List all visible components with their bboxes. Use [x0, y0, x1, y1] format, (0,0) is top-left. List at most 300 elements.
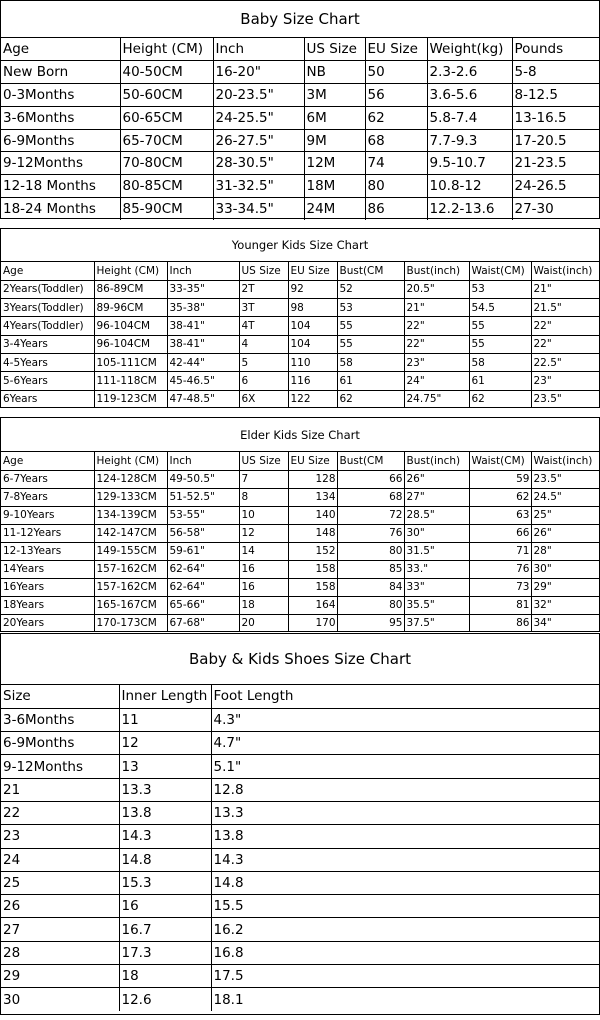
table-cell: 85-90CM [120, 198, 213, 221]
table-row [1, 175, 599, 198]
table-cell: 51-52.5" [167, 488, 239, 506]
table-cell: 26" [531, 524, 599, 542]
table-cell: 128 [288, 470, 337, 488]
table-cell: 34" [533, 617, 552, 630]
table-cell: 13.3 [119, 778, 211, 801]
table-cell: 74 [365, 152, 427, 175]
shoes-chart-title: Baby & Kids Shoes Size Chart [1, 634, 599, 685]
table-cell: 24-25.5" [213, 106, 304, 129]
table-cell: 3Years(Toddler) [1, 299, 94, 317]
table-cell: 22" [404, 335, 469, 353]
table-row [1, 801, 599, 824]
baby-size-table [1, 38, 599, 220]
table-row [1, 542, 599, 560]
table-row [1, 470, 599, 488]
table-cell: 13 [119, 755, 211, 778]
table-cell: 26" [404, 470, 469, 488]
table-cell: 22 [1, 801, 119, 824]
table-row [1, 84, 599, 107]
table-cell: 9-10Years [1, 506, 94, 524]
table-cell: 80 [337, 596, 404, 614]
table-cell: 129-133CM [94, 488, 167, 506]
table-row [1, 596, 599, 614]
table-row [1, 708, 599, 731]
table-cell: 54.5 [469, 299, 531, 317]
table-cell: 6M [304, 106, 365, 129]
table-cell: 80 [365, 175, 427, 198]
table-cell: 13.8 [211, 825, 599, 848]
table-cell: 45-46.5" [167, 372, 239, 390]
table-cell: 24" [404, 372, 469, 390]
table-cell: 5.1" [211, 755, 599, 778]
column-header: Foot Length [211, 685, 599, 708]
table-cell: 7 [239, 470, 288, 488]
table-cell: 56 [365, 84, 427, 107]
table-cell: 20 [239, 614, 288, 632]
column-header: Bust(CM [337, 452, 404, 470]
table-cell: 18.1 [213, 991, 244, 1008]
table-cell: 31.5" [404, 542, 469, 560]
table-cell: 111-118CM [94, 372, 167, 390]
table-cell: 6 [239, 372, 288, 390]
table-cell: 3-6Months [1, 708, 119, 731]
column-header: US Size [239, 452, 288, 470]
column-header: Bust(inch) [404, 262, 469, 280]
table-cell: 3T [239, 299, 288, 317]
baby-chart-title: Baby Size Chart [1, 1, 599, 38]
table-row [1, 871, 599, 894]
table-row [1, 988, 599, 1011]
table-row [1, 198, 599, 221]
table-cell: 21" [404, 299, 469, 317]
table-row [1, 848, 599, 871]
column-header: Height (CM) [94, 262, 167, 280]
table-cell: 2T [239, 280, 288, 298]
table-cell: 25" [531, 506, 599, 524]
table-cell: 122 [288, 390, 337, 408]
table-cell: 165-167CM [94, 596, 167, 614]
table-cell: 27" [404, 488, 469, 506]
table-cell: 24.5" [531, 488, 599, 506]
table-cell: 9-12Months [1, 152, 120, 175]
table-cell: 14.8 [211, 871, 599, 894]
table-cell: 134-139CM [94, 506, 167, 524]
table-cell: 17-20.5 [512, 129, 599, 152]
table-row [1, 488, 599, 506]
table-cell: 13.3 [211, 801, 599, 824]
table-cell: 6-9Months [1, 732, 119, 755]
column-header: Inch [167, 262, 239, 280]
table-cell: 18-24 Months [1, 198, 120, 221]
table-cell: 10.8-12 [427, 175, 512, 198]
column-header: Age [1, 38, 120, 61]
table-cell: 96-104CM [94, 317, 167, 335]
table-cell: 96-104CM [94, 335, 167, 353]
header-row [1, 685, 599, 708]
table-cell: 21" [531, 280, 599, 298]
header-row [1, 452, 599, 470]
table-cell: 52 [337, 280, 404, 298]
table-row [1, 755, 599, 778]
table-cell: 61 [469, 372, 531, 390]
table-row [1, 524, 599, 542]
table-cell: 89-96CM [94, 299, 167, 317]
table-row [1, 353, 599, 371]
column-header: EU Size [288, 262, 337, 280]
table-cell: 4-5Years [1, 353, 94, 371]
table-row [1, 390, 599, 408]
table-cell: 70-80CM [120, 152, 213, 175]
column-header: Age [1, 262, 94, 280]
table-cell: 55 [337, 335, 404, 353]
column-header: Inch [213, 38, 304, 61]
table-cell: 9.5-10.7 [427, 152, 512, 175]
elder-kids-size-chart [0, 417, 600, 632]
table-cell: 3M [304, 84, 365, 107]
table-cell: 2Years(Toddler) [1, 280, 94, 298]
table-row [1, 965, 599, 988]
table-cell: 12 [239, 524, 288, 542]
table-cell: 66 [469, 524, 531, 542]
table-cell: 14Years [1, 560, 94, 578]
table-cell: 6X [239, 390, 288, 408]
table-cell: 86 [365, 198, 427, 221]
table-cell: 9M [304, 129, 365, 152]
table-cell: 37.5" [404, 614, 469, 632]
table-cell: 17.5 [211, 965, 599, 988]
table-row [1, 129, 599, 152]
table-cell: 7.7-9.3 [427, 129, 512, 152]
table-cell: 16Years [1, 578, 94, 596]
table-cell: 62 [337, 390, 404, 408]
table-row [1, 299, 599, 317]
table-cell: 24 [1, 848, 119, 871]
younger-kids-size-chart [0, 228, 600, 408]
table-row [1, 895, 599, 918]
table-cell: 12.8 [211, 778, 599, 801]
table-cell: 33-35" [167, 280, 239, 298]
table-cell: 14.8 [119, 848, 211, 871]
table-cell: NB [304, 61, 365, 84]
table-cell: 9-12Months [1, 755, 119, 778]
table-cell: 73 [469, 578, 531, 596]
table-cell: 16 [239, 560, 288, 578]
table-cell: 55 [469, 335, 531, 353]
table-cell: 16 [119, 895, 211, 918]
table-row [1, 614, 599, 632]
table-cell: 53 [337, 299, 404, 317]
table-cell: 95 [337, 614, 404, 632]
table-cell: 60-65CM [120, 106, 213, 129]
table-cell: 20-23.5" [213, 84, 304, 107]
table-cell: 8 [239, 488, 288, 506]
table-cell: 7-8Years [1, 488, 94, 506]
table-cell: 124-128CM [94, 470, 167, 488]
table-cell: 61 [337, 372, 404, 390]
table-cell: 29" [531, 578, 599, 596]
table-cell: 56-58" [167, 524, 239, 542]
table-cell: 86 [469, 614, 531, 632]
column-header: Pounds [512, 38, 599, 61]
column-header: Age [1, 452, 94, 470]
table-row [1, 152, 599, 175]
table-cell: 53-55" [167, 506, 239, 524]
table-cell: 29 [1, 965, 119, 988]
table-cell: 47-48.5" [167, 390, 239, 408]
table-cell: 65-66" [167, 596, 239, 614]
table-cell: 158 [288, 578, 337, 596]
table-cell: 3-6Months [1, 106, 120, 129]
table-row [1, 280, 599, 298]
table-cell: 21.5" [531, 299, 599, 317]
table-cell: 22" [531, 335, 599, 353]
table-cell: 11-12Years [1, 524, 94, 542]
table-cell: 84 [337, 578, 404, 596]
table-row [1, 941, 599, 964]
table-cell: 62-64" [167, 578, 239, 596]
table-cell: 53 [469, 280, 531, 298]
table-cell: 12-13Years [1, 542, 94, 560]
table-cell: 26-27.5" [213, 129, 304, 152]
table-row [1, 335, 599, 353]
table-cell: 134 [288, 488, 337, 506]
table-cell: 11 [119, 708, 211, 731]
table-cell: 14.3 [211, 848, 599, 871]
table-cell: 4 [239, 335, 288, 353]
table-cell: 4.3" [211, 708, 599, 731]
table-cell: 23.5" [533, 393, 562, 406]
table-cell: 12-18 Months [1, 175, 120, 198]
table-cell: 40-50CM [120, 61, 213, 84]
table-cell: 140 [288, 506, 337, 524]
table-cell: 68 [365, 129, 427, 152]
table-cell: 30" [531, 560, 599, 578]
table-cell: 65-70CM [120, 129, 213, 152]
table-cell: 28" [531, 542, 599, 560]
table-cell: 38-41" [167, 317, 239, 335]
table-cell: 18Years [1, 596, 94, 614]
table-cell: 3.6-5.6 [427, 84, 512, 107]
table-cell: 24.75" [404, 390, 469, 408]
table-cell: 23 [1, 825, 119, 848]
table-cell: 55 [337, 317, 404, 335]
column-header: Waist(CM) [469, 262, 531, 280]
table-cell: 24M [304, 198, 365, 221]
younger-chart-title: Younger Kids Size Chart [1, 229, 599, 262]
table-row [1, 506, 599, 524]
table-cell: 12.6 [119, 988, 211, 1011]
table-cell: 5-8 [512, 61, 599, 84]
table-cell: 119-123CM [94, 390, 167, 408]
table-cell: 50 [365, 61, 427, 84]
table-cell: 16.8 [211, 941, 599, 964]
table-cell: 158 [288, 560, 337, 578]
table-cell: 152 [288, 542, 337, 560]
table-cell: 68 [337, 488, 404, 506]
column-header: Waist(CM) [469, 452, 531, 470]
table-cell: 5-6Years [1, 372, 94, 390]
table-cell: 33-34.5" [213, 198, 304, 221]
table-cell: 59-61" [167, 542, 239, 560]
table-cell: 105-111CM [94, 353, 167, 371]
table-cell: 16.7 [119, 918, 211, 941]
column-header: US Size [239, 262, 288, 280]
table-cell: 4T [239, 317, 288, 335]
table-cell: 22" [531, 317, 599, 335]
table-cell: 85 [337, 560, 404, 578]
table-row [1, 578, 599, 596]
table-row [1, 61, 599, 84]
table-cell: 18 [119, 965, 211, 988]
baby-size-chart [0, 0, 600, 219]
table-cell: 20.5" [404, 280, 469, 298]
table-cell: 80-85CM [120, 175, 213, 198]
table-cell: 6Years [1, 390, 94, 408]
column-header: Waist(inch) [531, 262, 599, 280]
table-cell: 13.8 [119, 801, 211, 824]
table-cell: 38-41" [167, 335, 239, 353]
table-cell: 3-4Years [1, 335, 94, 353]
table-cell: 98 [288, 299, 337, 317]
table-cell: 12M [304, 152, 365, 175]
table-cell: 63 [469, 506, 531, 524]
table-cell: 32" [531, 596, 599, 614]
shoes-size-table [1, 685, 599, 1011]
table-cell: 86-89CM [94, 280, 167, 298]
table-cell: 6-9Months [1, 129, 120, 152]
elder-kids-size-table [1, 452, 599, 632]
table-cell: 21 [1, 778, 119, 801]
table-cell: 26 [1, 895, 119, 918]
table-cell: 80 [337, 542, 404, 560]
table-cell: 16.2 [211, 918, 599, 941]
table-row [1, 918, 599, 941]
table-cell: 35.5" [404, 596, 469, 614]
elder-chart-title: Elder Kids Size Chart [1, 418, 599, 452]
table-cell: 104 [288, 317, 337, 335]
column-header: Height (CM) [94, 452, 167, 470]
table-cell: 4Years(Toddler) [1, 317, 94, 335]
table-cell: 62-64" [167, 560, 239, 578]
table-cell: 81 [469, 596, 531, 614]
table-cell: 6-7Years [1, 470, 94, 488]
table-cell: 23" [531, 372, 599, 390]
table-row [1, 560, 599, 578]
table-cell: 16 [239, 578, 288, 596]
table-cell: 16-20" [213, 61, 304, 84]
table-cell: 30 [1, 988, 119, 1011]
table-cell: 25 [1, 871, 119, 894]
table-cell: 33" [404, 578, 469, 596]
table-cell: 22.5" [531, 353, 599, 371]
table-cell: 15.5 [211, 895, 599, 918]
table-cell: 12 [119, 732, 211, 755]
table-cell: 2.3-2.6 [427, 61, 512, 84]
table-cell: 18 [239, 596, 288, 614]
column-header: EU Size [365, 38, 427, 61]
table-cell: 58 [337, 353, 404, 371]
column-header: EU Size [288, 452, 337, 470]
table-cell: 30" [404, 524, 469, 542]
table-cell: 4.7" [211, 732, 599, 755]
table-cell: 22" [404, 317, 469, 335]
table-cell: 157-162CM [94, 560, 167, 578]
table-cell: 62 [469, 488, 531, 506]
table-cell: 31-32.5" [213, 175, 304, 198]
table-cell: 33." [404, 560, 469, 578]
table-cell: 66 [337, 470, 404, 488]
table-cell: 59 [469, 470, 531, 488]
table-cell: 42-44" [167, 353, 239, 371]
table-cell: 18M [304, 175, 365, 198]
table-cell: 72 [337, 506, 404, 524]
column-header: Bust(CM [337, 262, 404, 280]
table-cell: 58 [469, 353, 531, 371]
table-cell: 24-26.5 [512, 175, 599, 198]
table-cell: 23" [404, 353, 469, 371]
table-cell: 55 [469, 317, 531, 335]
table-row [1, 732, 599, 755]
table-row [1, 106, 599, 129]
table-cell: 12.2-13.6 [427, 198, 512, 221]
table-cell: 76 [469, 560, 531, 578]
table-cell: 62 [365, 106, 427, 129]
column-header: Waist(inch) [531, 452, 599, 470]
table-cell: 49-50.5" [167, 470, 239, 488]
table-cell: 142-147CM [94, 524, 167, 542]
younger-kids-size-table [1, 262, 599, 408]
table-cell: 71 [469, 542, 531, 560]
table-cell: 116 [288, 372, 337, 390]
column-header: Bust(inch) [404, 452, 469, 470]
table-cell: 170-173CM [94, 614, 167, 632]
table-cell: 148 [288, 524, 337, 542]
table-cell: 67-68" [167, 614, 239, 632]
table-row [1, 778, 599, 801]
table-cell: 20Years [1, 614, 94, 632]
table-cell: 28.5" [404, 506, 469, 524]
table-cell: 104 [288, 335, 337, 353]
table-cell: New Born [1, 61, 120, 84]
table-cell: 23.5" [531, 470, 599, 488]
table-cell: 170 [288, 614, 337, 632]
column-header: Weight(kg) [427, 38, 512, 61]
table-cell: 17.3 [119, 941, 211, 964]
table-row [1, 317, 599, 335]
table-cell: 10 [239, 506, 288, 524]
table-cell: 8-12.5 [512, 84, 599, 107]
table-cell: 164 [288, 596, 337, 614]
table-cell: 28-30.5" [213, 152, 304, 175]
shoes-size-chart [0, 633, 600, 1015]
header-row [1, 262, 599, 280]
table-cell: 92 [288, 280, 337, 298]
table-cell: 62 [469, 390, 531, 408]
table-cell: 0-3Months [1, 84, 120, 107]
table-row [1, 825, 599, 848]
column-header: Height (CM) [120, 38, 213, 61]
table-cell: 110 [288, 353, 337, 371]
table-cell: 5 [239, 353, 288, 371]
table-cell: 28 [1, 941, 119, 964]
table-cell: 13-16.5 [512, 106, 599, 129]
column-header: Inner Length [119, 685, 211, 708]
table-cell: 157-162CM [94, 578, 167, 596]
table-cell: 21-23.5 [512, 152, 599, 175]
column-header: Size [1, 685, 119, 708]
table-cell: 27-30 [514, 201, 554, 218]
table-cell: 27 [1, 918, 119, 941]
